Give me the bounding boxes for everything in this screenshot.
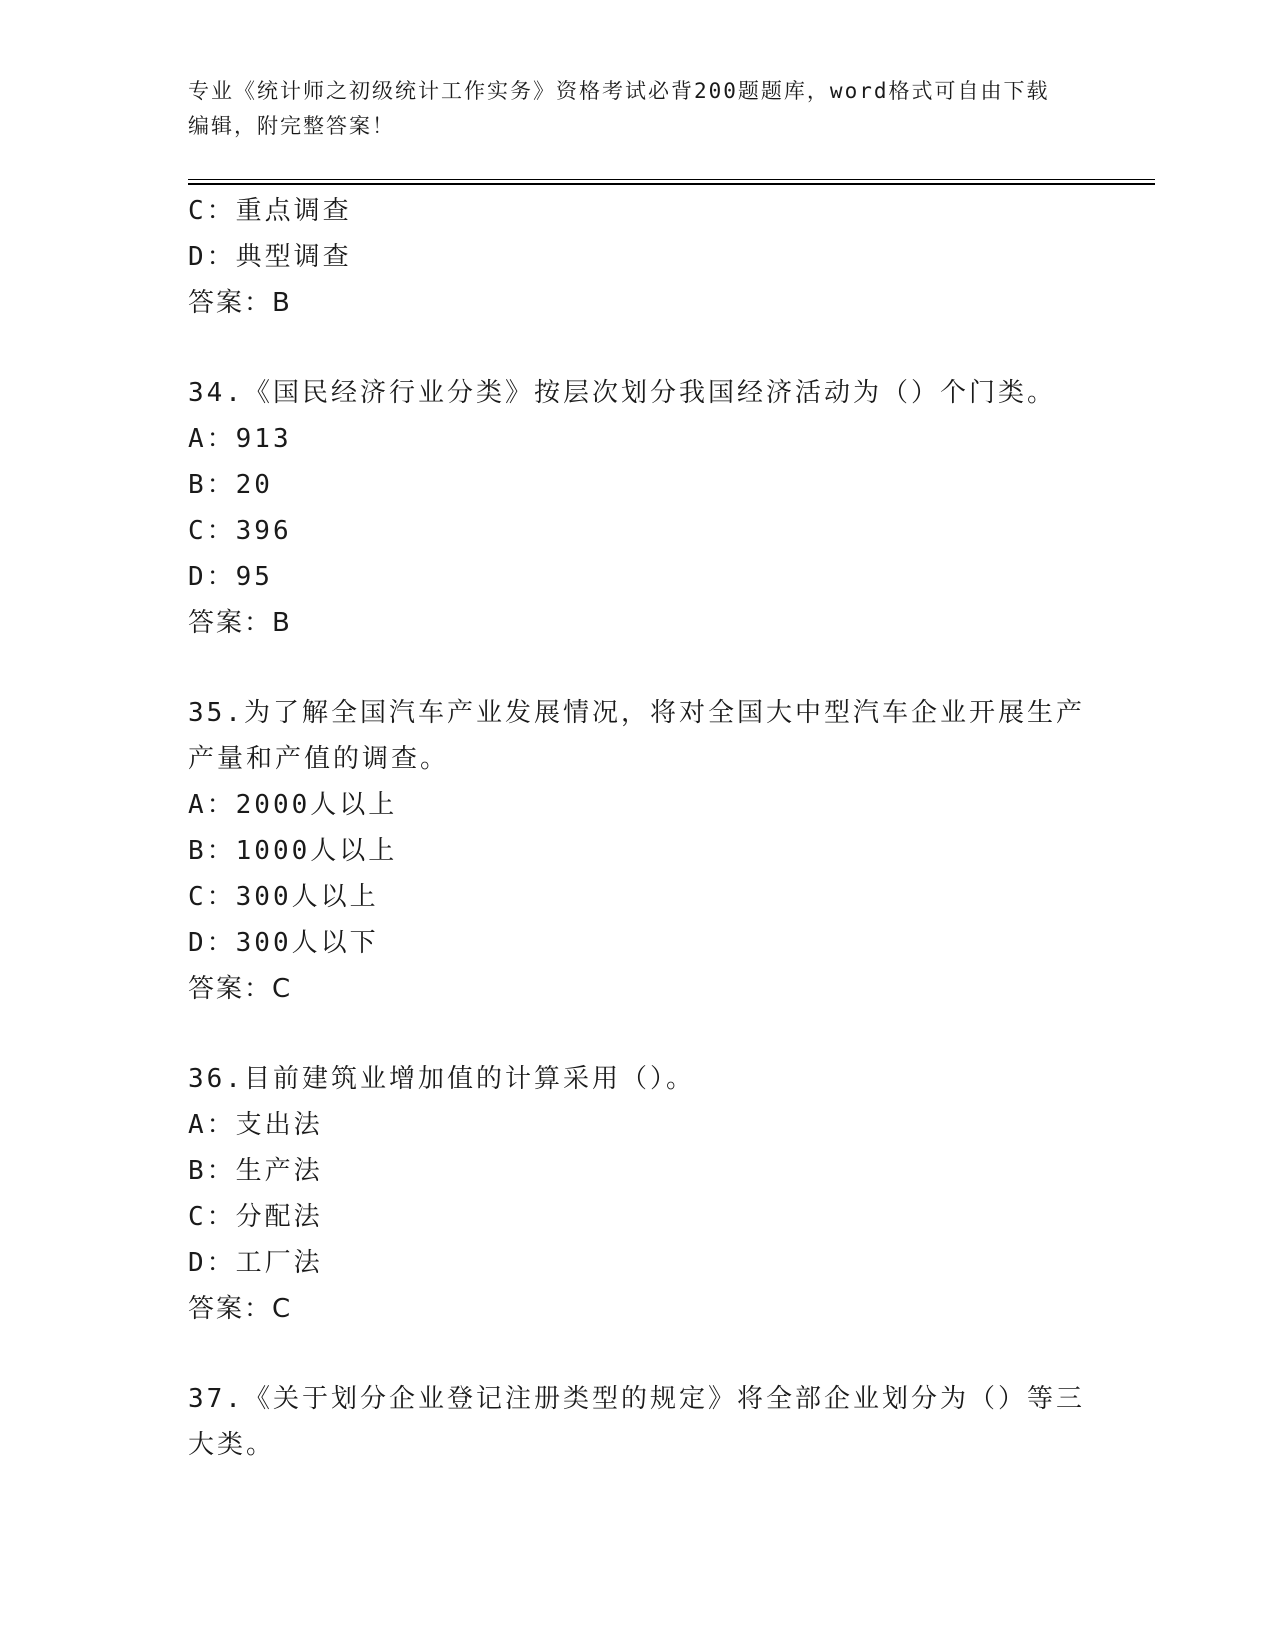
header-rule-thin [188, 179, 1155, 180]
option-c: C：300人以上 [188, 882, 379, 912]
question-34 [188, 370, 1088, 646]
header-title: 专业《统计师之初级统计工作实务》资格考试必背200题题库，word格式可自由下载编辑，附完整答案！ [188, 79, 1050, 138]
answer-line: 答案：B [188, 288, 292, 318]
option-d: D：典型调查 [188, 242, 352, 272]
question-text: 36.目前建筑业增加值的计算采用（）。 [188, 1064, 695, 1094]
question-36 [188, 1056, 1088, 1332]
question-text: 37.《关于划分企业登记注册类型的规定》将全部企业划分为（）等三大类。 [188, 1384, 1085, 1460]
option-c: C：重点调查 [188, 196, 352, 226]
option-b: B：20 [188, 470, 273, 500]
option-a: A：支出法 [188, 1110, 323, 1140]
option-c: C：分配法 [188, 1202, 323, 1232]
spacer [188, 1012, 1088, 1056]
question-37 [188, 1376, 1088, 1468]
option-c: C：396 [188, 516, 292, 546]
spacer [188, 1332, 1088, 1376]
question-33-tail [188, 188, 1088, 326]
option-a: A：2000人以上 [188, 790, 398, 820]
option-b: B：生产法 [188, 1156, 323, 1186]
spacer [188, 646, 1088, 690]
answer-line: 答案：B [188, 608, 292, 638]
question-list [188, 188, 1088, 1468]
question-35 [188, 690, 1088, 1012]
document-header [188, 74, 1068, 144]
answer-line: 答案：C [188, 1294, 293, 1324]
option-d: D：工厂法 [188, 1248, 323, 1278]
header-rule-thick [188, 183, 1155, 185]
option-d: D：300人以下 [188, 928, 379, 958]
option-b: B：1000人以上 [188, 836, 398, 866]
answer-line: 答案：C [188, 974, 293, 1004]
option-a: A：913 [188, 424, 292, 454]
question-text: 35.为了解全国汽车产业发展情况，将对全国大中型汽车企业开展生产产量和产值的调查。 [188, 698, 1085, 774]
spacer [188, 326, 1088, 370]
question-text: 34.《国民经济行业分类》按层次划分我国经济活动为（）个门类。 [188, 378, 1056, 408]
option-d: D：95 [188, 562, 273, 592]
